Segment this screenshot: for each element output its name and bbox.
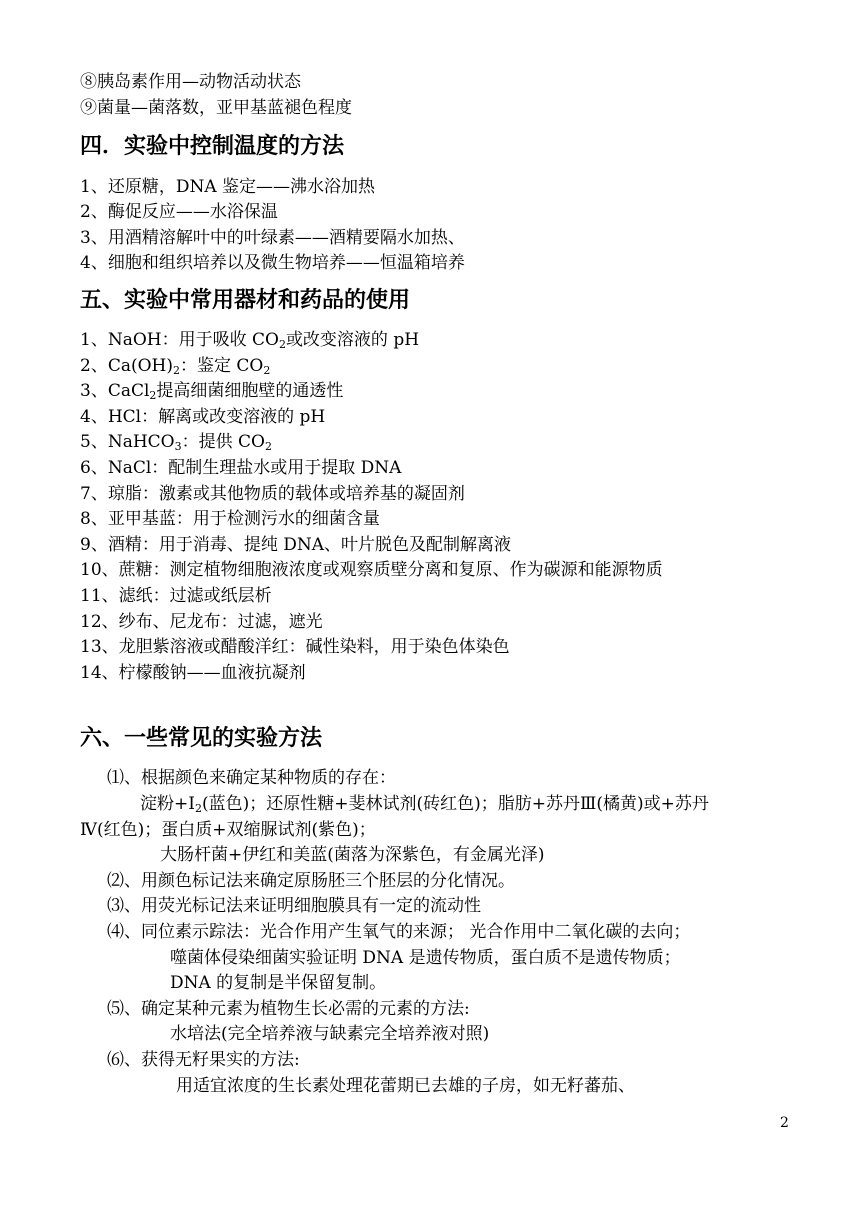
- section-heading: 五、实验中常用器材和药品的使用: [80, 288, 411, 313]
- method-item: ⑸、确定某种元素为植物生长必需的元素的方法:: [107, 999, 470, 1019]
- text-line: ⑧胰岛素作用—动物活动状态: [80, 72, 301, 92]
- page-number: 2: [780, 1115, 789, 1131]
- list-item: 11、滤纸：过滤或纸层析: [80, 586, 272, 606]
- section-heading: 六、一些常见的实验方法: [80, 726, 323, 751]
- list-item: 2、酶促反应——水浴保温: [80, 202, 278, 222]
- text-line: ⑨菌量—菌落数，亚甲基蓝褪色程度: [80, 98, 352, 118]
- section-heading: 四．实验中控制温度的方法: [80, 134, 345, 159]
- list-item: 4、HCl：解离或改变溶液的 pH: [80, 407, 326, 427]
- method-item: ⑶、用荧光标记法来证明细胞膜具有一定的流动性: [107, 896, 481, 916]
- method-item: ⑵、用颜色标记法来确定原肠胚三个胚层的分化情况。: [107, 871, 515, 891]
- list-item: 8、亚甲基蓝：用于检测污水的细菌含量: [80, 509, 380, 529]
- list-item: 5、NaHCO$_3$：提供 $CO_2$: [80, 432, 272, 453]
- text-line: 大肠杆菌+伊红和美蓝(菌落为深紫色，有金属光泽): [160, 845, 545, 865]
- list-item: 7、琼脂：激素或其他物质的载体或培养基的凝固剂: [80, 484, 465, 504]
- list-item: 9、酒精：用于消毒、提纯 DNA、叶片脱色及配制解离液: [80, 535, 512, 555]
- list-item: 3、CaCl$_2$提高细菌细胞壁的通透性: [80, 381, 344, 402]
- text-line: DNA 的复制是半保留复制。: [170, 973, 387, 993]
- list-item: 13、龙胆紫溶液或醋酸洋红：碱性染料，用于染色体染色: [80, 637, 510, 657]
- text-line: 噬菌体侵染细菌实验证明 DNA 是遗传物质，蛋白质不是遗传物质；: [170, 948, 681, 968]
- list-item: 1、NaOH：用于吸收 $CO_2$或改变溶液的 pH: [80, 330, 420, 351]
- list-item: 3、用酒精溶解叶中的叶绿素——酒精要隔水加热、: [80, 228, 465, 248]
- text-line: 淀粉$+I_2$(蓝色)；还原性糖+斐林试剂(砖红色)；脂肪+苏丹Ⅲ(橘黄)或+苏丹: [140, 794, 709, 815]
- list-item: 10、蔗糖：测定植物细胞液浓度或观察质壁分离和复原、作为碳源和能源物质: [80, 560, 663, 580]
- list-item: 2、$Ca(OH)_2$：鉴定 $CO_2$: [80, 356, 271, 377]
- text-line: 水培法(完全培养液与缺素完全培养液对照): [170, 1024, 490, 1044]
- text-line: Ⅳ(红色)；蛋白质+双缩脲试剂(紫色)；: [80, 820, 376, 840]
- list-item: 12、纱布、尼龙布：过滤，遮光: [80, 612, 323, 632]
- list-item: 4、细胞和组织培养以及微生物培养——恒温箱培养: [80, 253, 465, 273]
- text-line: 用适宜浓度的生长素处理花蕾期已去雄的子房，如无籽蕃茄、: [176, 1076, 635, 1096]
- method-item: ⑹、获得无籽果实的方法:: [107, 1050, 300, 1070]
- list-item: 1、还原糖，DNA 鉴定——沸水浴加热: [80, 177, 376, 197]
- list-item: 6、NaCl：配制生理盐水或用于提取 DNA: [80, 458, 402, 478]
- list-item: 14、柠檬酸钠——血液抗凝剂: [80, 663, 306, 683]
- method-item: ⑷、同位素示踪法：光合作用产生氧气的来源； 光合作用中二氧化碳的去向；: [107, 922, 691, 942]
- method-item: ⑴、根据颜色来确定某种物质的存在：: [107, 768, 396, 788]
